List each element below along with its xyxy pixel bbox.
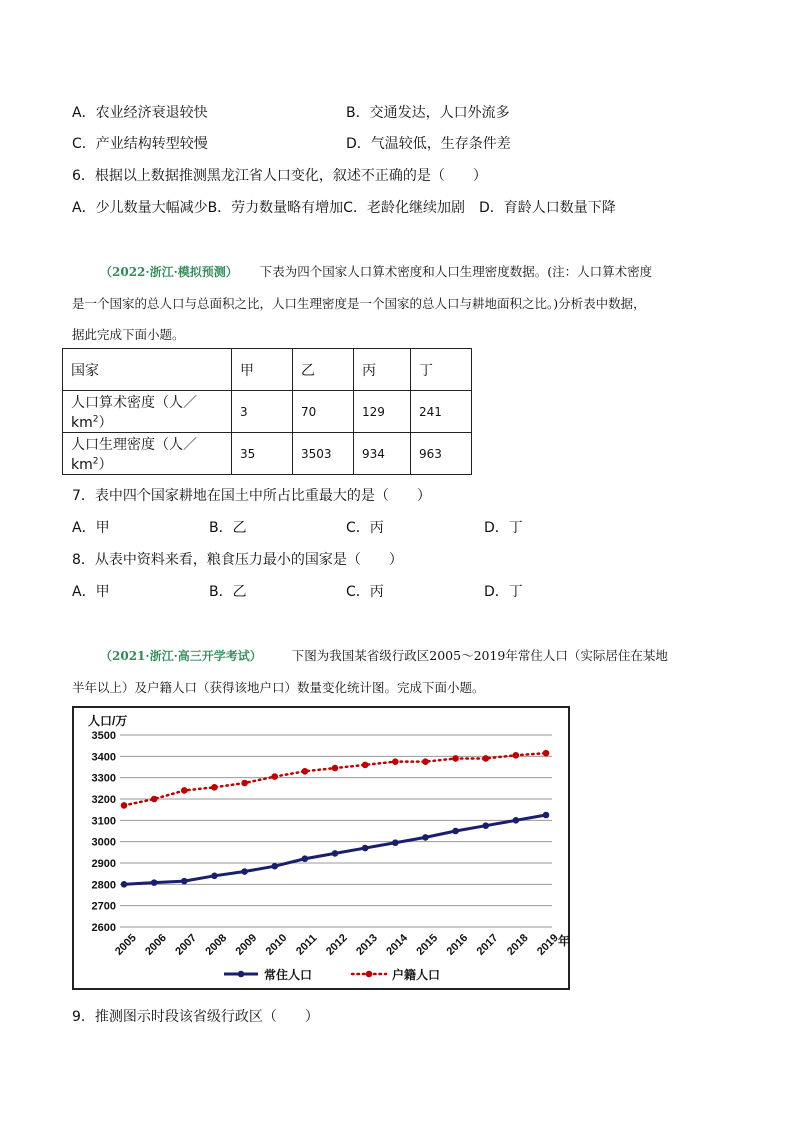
data-point bbox=[241, 868, 248, 875]
section2-intro-line2: 是一个国家的总人口与总面积之比，人口生理密度是一个国家的总人口与耕地面积之比。)分析表中数据， bbox=[72, 296, 646, 311]
series-line-1 bbox=[124, 753, 546, 805]
x-tick-label: 2005 bbox=[112, 931, 139, 958]
data-point bbox=[181, 787, 188, 794]
table-cell: 35 bbox=[232, 433, 293, 475]
x-axis-label: 年 bbox=[558, 934, 571, 948]
data-point bbox=[271, 863, 278, 870]
q7-option-d: D．丁 bbox=[484, 520, 523, 536]
data-point bbox=[271, 773, 278, 780]
data-point bbox=[151, 796, 158, 803]
data-point bbox=[543, 750, 550, 757]
q8-option-c: C．丙 bbox=[346, 584, 384, 600]
q7-option-b: B．乙 bbox=[209, 520, 247, 536]
table-header-row bbox=[63, 349, 472, 391]
section2-intro-line1 bbox=[100, 262, 652, 280]
data-point bbox=[302, 768, 309, 775]
section2-intro-text1: 下表为四个国家人口算术密度和人口生理密度数据。(注：人口算术密度 bbox=[259, 264, 653, 279]
x-tick-label: 2014 bbox=[384, 931, 411, 958]
y-tick-label: 2600 bbox=[91, 922, 116, 934]
density-table bbox=[62, 348, 472, 475]
section3-intro-text1: 下图为我国某省级行政区2005～2019年常住人口（实际居住在某地 bbox=[291, 648, 668, 663]
table-header-cell: 甲 bbox=[232, 349, 293, 391]
data-point bbox=[211, 873, 218, 880]
section3-source: （2021·浙江·高三开学考试） bbox=[100, 649, 262, 663]
y-tick-label: 3100 bbox=[91, 815, 116, 828]
x-tick-label: 2006 bbox=[143, 931, 169, 958]
population-chart-svg bbox=[74, 708, 571, 988]
y-tick-label: 3300 bbox=[91, 772, 116, 785]
q7-option-a: A．甲 bbox=[72, 520, 110, 536]
table-row-label: 人口算术密度（人$/km^2$） bbox=[63, 391, 232, 433]
section3-intro-line1 bbox=[100, 646, 668, 664]
data-point bbox=[452, 828, 459, 835]
y-tick-label: 2700 bbox=[91, 900, 116, 913]
y-tick-label: 3000 bbox=[91, 836, 116, 849]
data-point bbox=[513, 752, 520, 759]
q6-stem: 6．根据以上数据推测黑龙江省人口变化，叙述不正确的是（ ） bbox=[72, 168, 487, 184]
data-point bbox=[482, 755, 489, 762]
y-tick-label: 2800 bbox=[91, 879, 116, 892]
legend-label: 常住人口 bbox=[264, 968, 313, 982]
x-tick-label: 2016 bbox=[444, 931, 471, 958]
x-tick-label: 2012 bbox=[323, 931, 350, 958]
x-tick-label: 2013 bbox=[354, 931, 380, 958]
q7-stem: 7．表中四个国家耕地在国土中所占比重最大的是（ ） bbox=[72, 488, 431, 504]
table-header-cell: 丙 bbox=[354, 349, 411, 391]
data-point bbox=[121, 802, 128, 809]
x-tick-label: 2007 bbox=[173, 931, 200, 958]
data-point bbox=[422, 834, 429, 841]
data-point bbox=[121, 881, 128, 888]
q8-option-b: B．乙 bbox=[209, 584, 247, 600]
q5-option-a: A．农业经济衰退较快 bbox=[72, 105, 208, 121]
data-point bbox=[422, 758, 429, 765]
q7-option-c: C．丙 bbox=[346, 520, 384, 536]
q5-option-c: C．产业结构转型较慢 bbox=[72, 136, 208, 152]
x-tick-label: 2018 bbox=[504, 931, 531, 958]
legend-label: 户籍人口 bbox=[392, 968, 441, 982]
table-row-label: 人口生理密度（人$/km^2$） bbox=[63, 433, 232, 475]
data-point bbox=[392, 758, 399, 765]
population-chart bbox=[72, 706, 570, 990]
x-tick-label: 2019 bbox=[534, 931, 561, 958]
table-cell: 963 bbox=[411, 433, 472, 475]
q5-option-d: D．气温较低，生存条件差 bbox=[346, 136, 511, 152]
y-tick-label: 3400 bbox=[91, 751, 116, 764]
table-cell: 934 bbox=[354, 433, 411, 475]
x-tick-label: 2008 bbox=[203, 931, 230, 958]
q9-stem: 9．推测图示时段该省级行政区（ ） bbox=[72, 1009, 319, 1025]
table-cell: 3 bbox=[232, 391, 293, 433]
section2-intro-line3: 据此完成下面小题。 bbox=[72, 327, 185, 342]
y-tick-label: 3200 bbox=[91, 794, 116, 806]
y-tick-label: 3500 bbox=[91, 730, 116, 742]
data-point bbox=[543, 812, 550, 819]
q5-option-b: B．交通发达，人口外流多 bbox=[346, 105, 510, 121]
q8-option-a: A．甲 bbox=[72, 584, 110, 600]
data-point bbox=[362, 845, 369, 852]
x-tick-label: 2011 bbox=[294, 932, 320, 958]
q8-stem: 8．从表中资料来看，粮食压力最小的国家是（ ） bbox=[72, 552, 403, 568]
y-axis-label: 人口/万 bbox=[88, 714, 128, 728]
table-row bbox=[63, 433, 472, 475]
data-point bbox=[513, 817, 520, 824]
data-point bbox=[482, 822, 489, 829]
table-row bbox=[63, 391, 472, 433]
legend-marker bbox=[238, 971, 245, 978]
data-point bbox=[332, 850, 339, 857]
q6-options: A．少儿数量大幅减少B．劳力数量略有增加C．老龄化继续加剧 D．育龄人口数量下降 bbox=[72, 200, 616, 216]
x-tick-label: 2017 bbox=[474, 931, 501, 958]
legend-marker bbox=[366, 971, 373, 978]
table-header-cell: 丁 bbox=[411, 349, 472, 391]
data-point bbox=[211, 784, 218, 791]
table-cell: 3503 bbox=[293, 433, 354, 475]
data-point bbox=[452, 755, 459, 762]
data-point bbox=[362, 762, 369, 769]
q8-option-d: D．丁 bbox=[484, 584, 523, 600]
table-header-cell: 乙 bbox=[293, 349, 354, 391]
data-point bbox=[302, 855, 309, 862]
table-cell: 70 bbox=[293, 391, 354, 433]
table-header-cell: 国家 bbox=[63, 349, 232, 391]
data-point bbox=[332, 765, 339, 772]
table-cell: 129 bbox=[354, 391, 411, 433]
data-point bbox=[392, 839, 399, 846]
data-point bbox=[181, 878, 188, 885]
section3-intro-line2: 半年以上）及户籍人口（获得该地户口）数量变化统计图。完成下面小题。 bbox=[72, 680, 485, 695]
table-cell: 241 bbox=[411, 391, 472, 433]
data-point bbox=[241, 780, 248, 787]
x-tick-label: 2009 bbox=[233, 931, 260, 958]
section2-source: （2022·浙江·模拟预测） bbox=[100, 265, 238, 279]
x-tick-label: 2015 bbox=[414, 931, 441, 958]
x-tick-label: 2010 bbox=[263, 931, 290, 958]
y-tick-label: 2900 bbox=[91, 858, 116, 870]
data-point bbox=[151, 879, 158, 886]
